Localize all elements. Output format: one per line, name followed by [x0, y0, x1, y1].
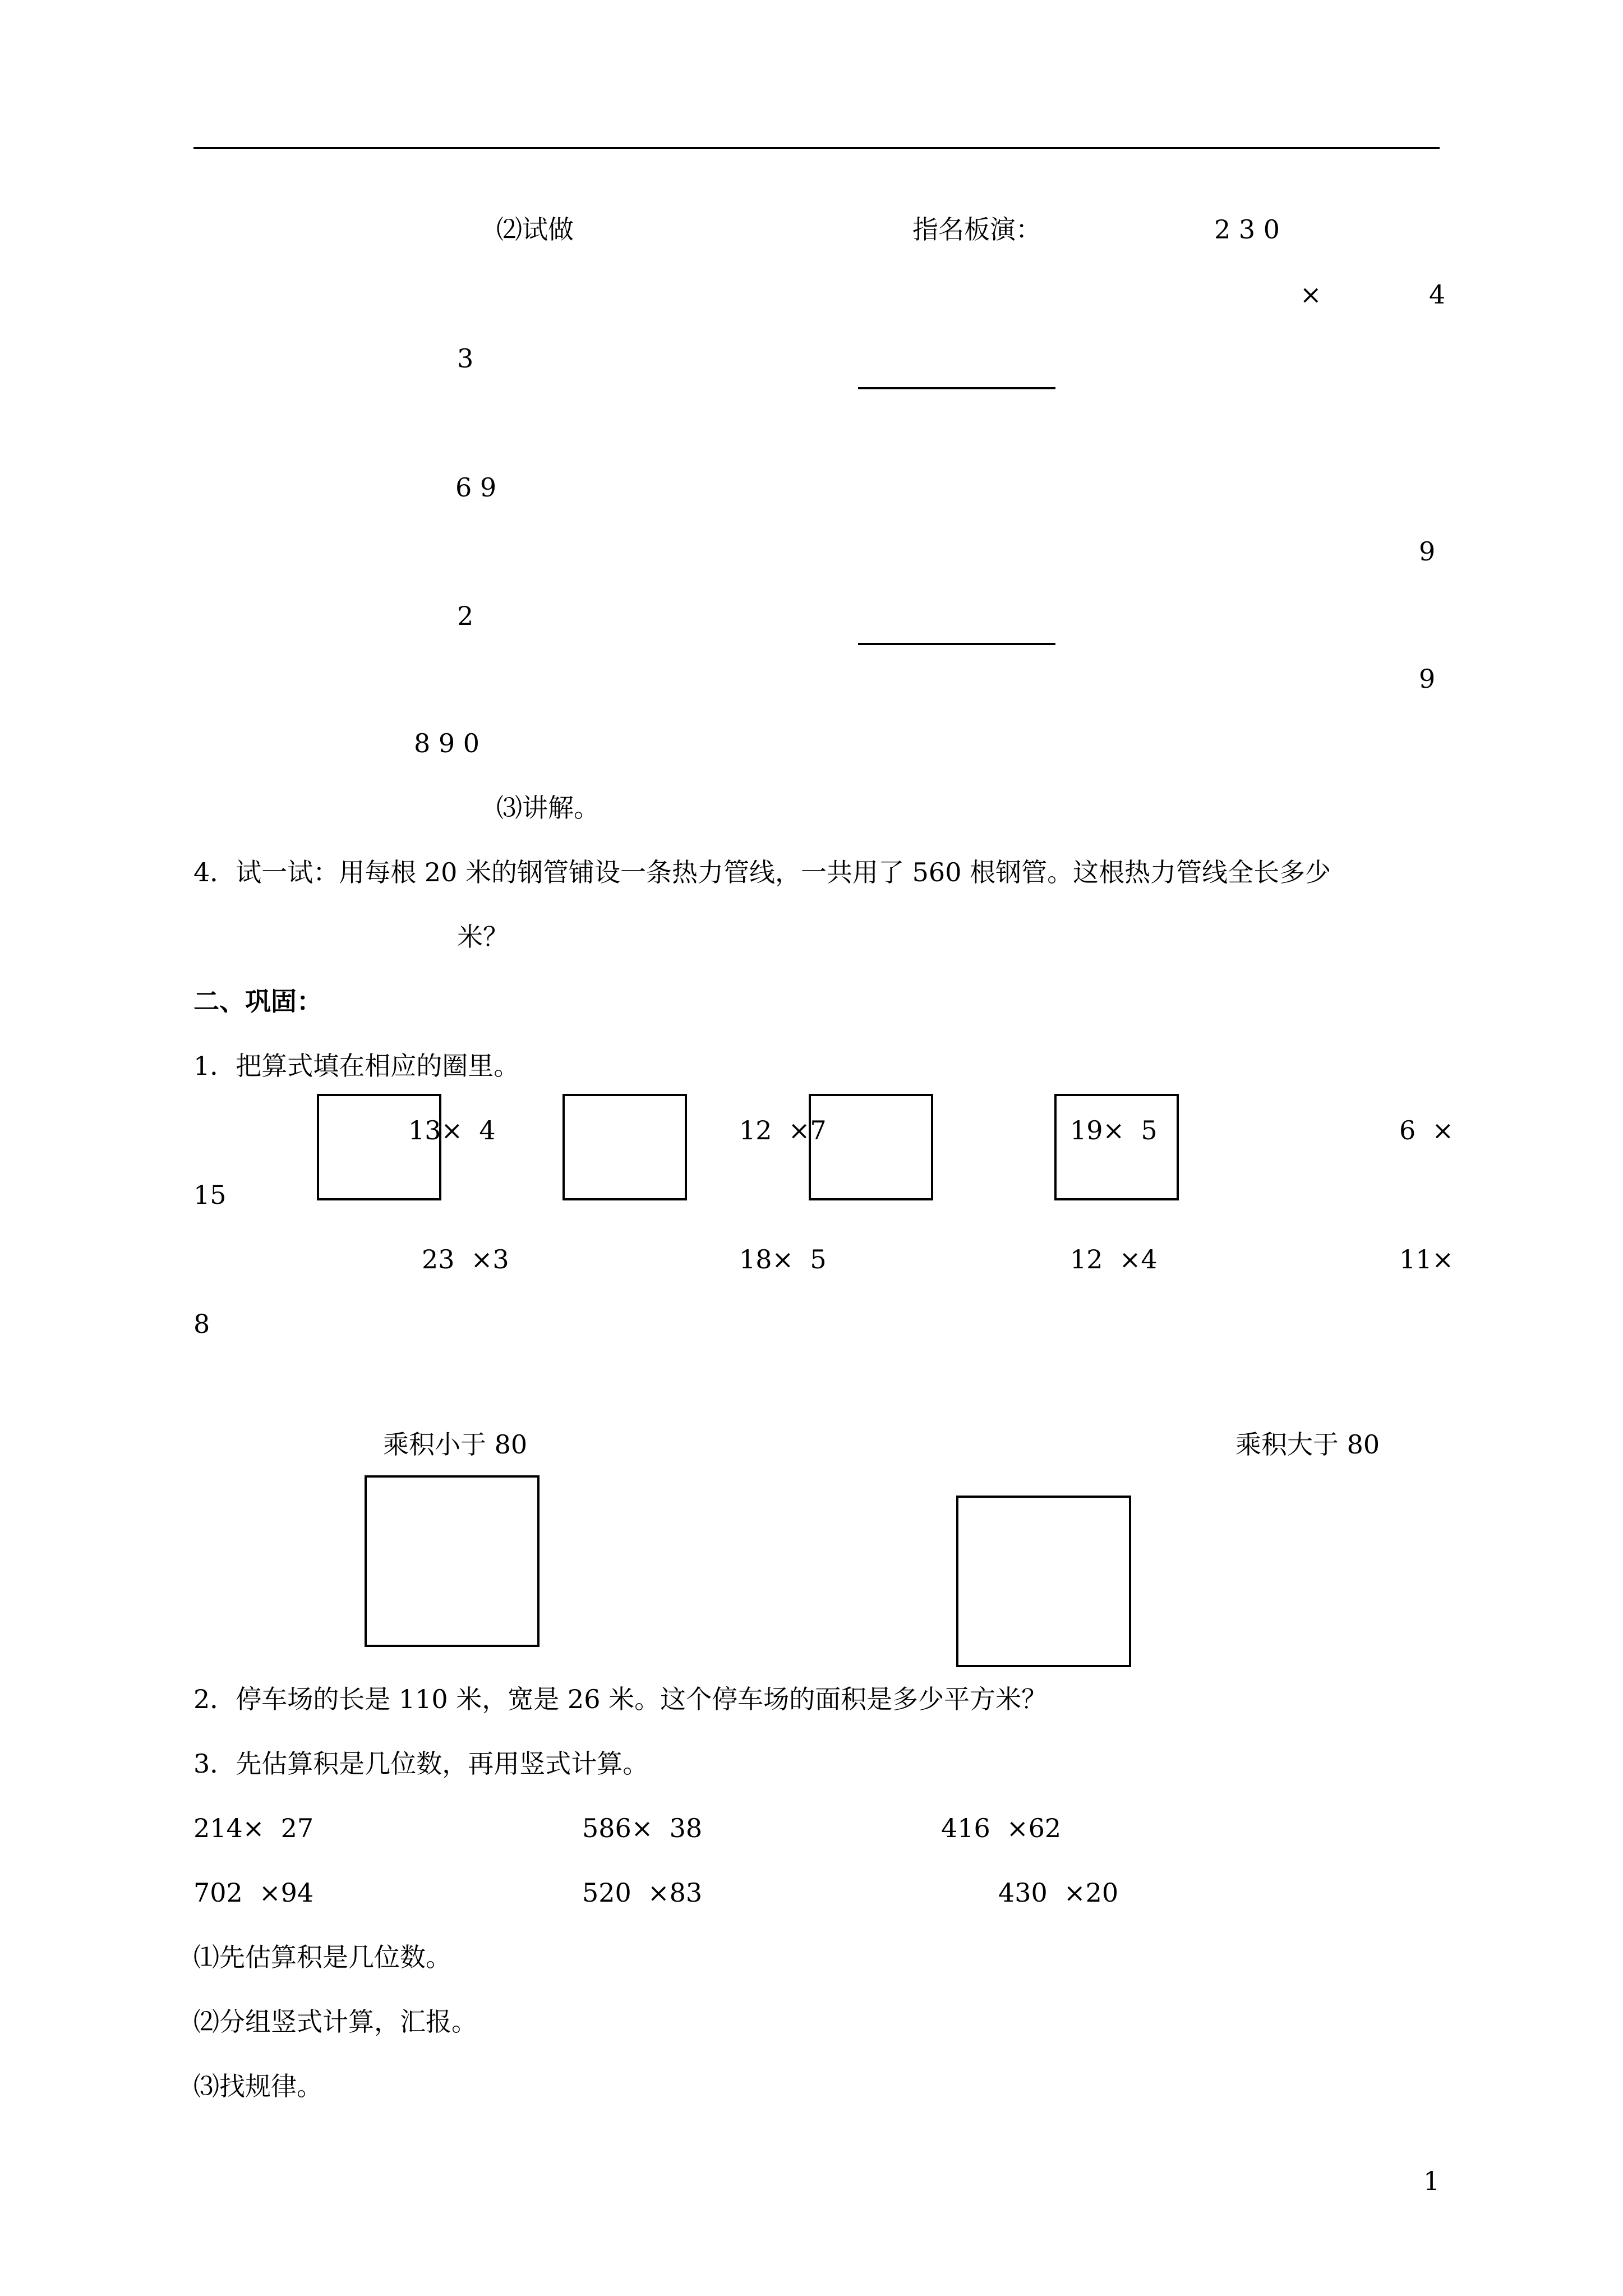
category-box-less-80[interactable]	[365, 1475, 540, 1647]
times-sign: ×	[1300, 279, 1322, 310]
expr-13x4: 13× 4	[408, 1115, 496, 1145]
category-box-greater-80[interactable]	[956, 1496, 1131, 1667]
section2-heading: 二、巩固：	[193, 986, 322, 1016]
expr-18x5: 18× 5	[739, 1244, 827, 1274]
expr-23x3: 23 ×3	[422, 1244, 509, 1274]
partial-digit-9b: 9	[1419, 664, 1436, 694]
result-890: 8 9 0	[414, 728, 480, 758]
step3-label: ⑶讲解。	[496, 793, 600, 823]
ex2-question: 2．停车场的长是 110 米，宽是 26 米。这个停车场的面积是多少平方米？	[193, 1684, 1048, 1714]
page-number: 1	[1423, 2166, 1440, 2196]
answer-box-1[interactable]	[317, 1094, 441, 1200]
expr-702x94: 702 ×94	[193, 1878, 314, 1908]
answer-box-4[interactable]	[1054, 1094, 1179, 1200]
partial-digit-2: 2	[457, 601, 474, 631]
multiplier-digit: 4	[1429, 279, 1446, 310]
calc-rule-2	[858, 643, 1055, 645]
ex3-prompt: 3．先估算积是几位数，再用竖式计算。	[193, 1749, 649, 1779]
ex3-step3: ⑶找规律。	[193, 2071, 322, 2101]
header-rule	[193, 147, 1440, 149]
expr-11x-wrap: 8	[193, 1309, 210, 1339]
ex3-step2: ⑵分组竖式计算，汇报。	[193, 2007, 477, 2037]
label-product-greater-80: 乘积大于 80	[1235, 1429, 1380, 1460]
expr-520x83: 520 ×83	[582, 1878, 703, 1908]
answer-box-3[interactable]	[809, 1094, 933, 1200]
q4-line1: 4．试一试：用每根 20 米的钢管铺设一条热力管线，一共用了 560 根钢管。这根热力管线全长多少	[193, 857, 1331, 887]
partial-digit-9a: 9	[1419, 536, 1436, 567]
step2-label: ⑵试做	[496, 214, 574, 245]
expr-19x5: 19× 5	[1070, 1115, 1158, 1145]
ex3-step1: ⑴先估算积是几位数。	[193, 1942, 451, 1972]
calc-rule-1	[858, 387, 1055, 389]
expr-586x38: 586× 38	[582, 1813, 703, 1843]
multiplicand: 2 3 0	[1214, 214, 1280, 245]
partial-digit-3: 3	[457, 343, 474, 374]
expr-6x-wrap: 15	[193, 1180, 227, 1210]
expr-12x7: 12 ×7	[739, 1115, 827, 1145]
board-label: 指名板演：	[912, 214, 1041, 245]
expr-11x: 11×	[1399, 1244, 1454, 1274]
expr-12x4: 12 ×4	[1070, 1244, 1158, 1274]
label-product-less-80: 乘积小于 80	[383, 1429, 528, 1460]
partial-digits-69: 6 9	[455, 472, 497, 503]
q4-line2: 米？	[457, 922, 509, 952]
expr-416x62: 416 ×62	[941, 1813, 1062, 1843]
expr-214x27: 214× 27	[193, 1813, 314, 1843]
expr-430x20: 430 ×20	[998, 1878, 1119, 1908]
expr-6x: 6 ×	[1399, 1115, 1454, 1145]
ex1-prompt: 1．把算式填在相应的圈里。	[193, 1051, 520, 1081]
answer-box-2[interactable]	[562, 1094, 687, 1200]
